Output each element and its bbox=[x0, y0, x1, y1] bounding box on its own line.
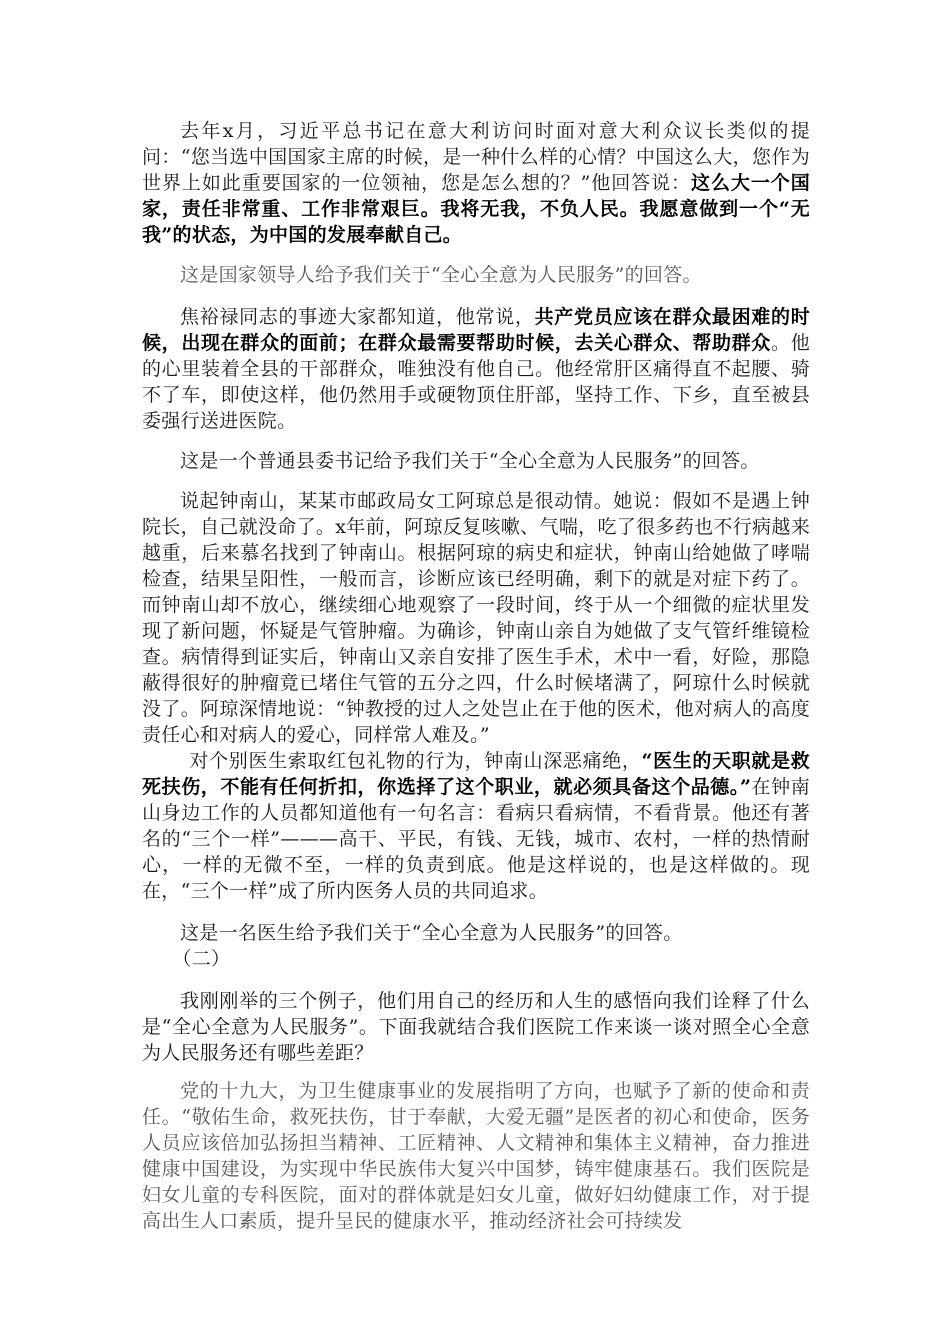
paragraph-red-envelope bbox=[142, 748, 810, 904]
paragraph-three-examples: 我刚刚举的三个例子，他们用自己的经历和人生的感悟向我们诠释了什么是“全心全意为人民服务”。下面我就结合我们医院工作来谈一谈对照全心全意为人民服务还有哪些差距？ bbox=[142, 990, 810, 1064]
paragraph-jiao-yulu bbox=[142, 304, 810, 434]
paragraph-text: 去年x月，习近平总书记在意大利访问时面对意大利众议长类似的提问：“您当选中国国家主席的时候，是一种什么样的心情？中国这么大，您作为世界上如此重要国家的一位领袖，您是怎么想的？”他回答说： bbox=[142, 120, 810, 194]
paragraph-text: 。他的心里装着全县的干部群众，唯独没有他自己。他经常肝区痛得直不起腰、骑不了车，即使这样，他仍然用手或硬物顶住肝部，坚持工作、下乡，直至被县委强行送进医院。 bbox=[142, 332, 810, 432]
paragraph-nineteenth-congress: 党的十九大，为卫生健康事业的发展指明了方向，也赋予了新的使命和责任。“敬佑生命，救死扶伤，甘于奉献，大爱无疆”是医者的初心和使命，医务人员应该倍加弘扬担当精神、工匠精神、人文精神和集体主义精神，奋力推进健康中国建设，为实现中华民族伟大复兴中国梦，铸牢健康基石。我们医院是妇女儿童的专科医院，面对的群体就是妇女儿童，做好妇幼健康工作，对于提高出生人口素质，提升呈民的健康水平，推动经济社会可持续发 bbox=[142, 1080, 810, 1232]
paragraph-leader-answer: 这是国家领导人给予我们关于“全心全意为人民服务”的回答。 bbox=[180, 264, 702, 286]
paragraph-xi-italy-answer bbox=[142, 118, 810, 248]
paragraph-zhong-nanshan: 说起钟南山，某某市邮政局女工阿琼总是很动情。她说：假如不是遇上钟院长，自己就没命了。x年前，阿琼反复咳嗽、气喘，吃了很多药也不行病越来越重，后来慕名找到了钟南山。根据阿琼的病史和症状，钟南山给她做了哮喘检查，结果呈阳性，一般而言，诊断应该已经明确，剩下的就是对症下药了。而钟南山却不放心，继续细心地观察了一段时间，终于从一个细微的症状里发现了新问题，怀疑是气管肿瘤。为确诊，钟南山亲自为她做了支气管纤维镜检查。病情得到证实后，钟南山又亲自安排了医生手术，术中一看，好险，那隐蔽得很好的肿瘤竟已堵住气管的五分之四，什么时候堵满了，阿琼什么时候就没了。阿琼深情地说：“钟教授的过人之处岂止在于他的医术，他对病人的高度责任心和对病人的爱心，同样常人难及。” bbox=[142, 490, 810, 746]
paragraph-text: 焦裕禄同志的事迹大家都知道，他常说， bbox=[180, 306, 535, 328]
paragraph-text: 在钟南山身边工作的人员都知道他有一句名言：看病只看病情，不看背景。他还有著名的“三个一样”———高干、平民，有钱、无钱，城市、农村，一样的热情耐心，一样的无微不至，一样的负责到底。他是这样说的，也是这样做的。现在，“三个一样”成了所内医务人员的共同追求。 bbox=[142, 776, 811, 902]
section-heading: （二） bbox=[172, 948, 231, 970]
bold-quote: 这么大一个国家，责任非常重、工作非常艰巨。我将无我，不负人民。我愿意做到一个“无我”的状态，为中国的发展奉献自己。 bbox=[142, 172, 810, 246]
bold-quote: 共产党员应该在群众最困难的时候，出现在群众的面前；在群众最需要帮助时候，去关心群众、帮助群众 bbox=[142, 306, 811, 354]
document-body bbox=[142, 118, 810, 1234]
paragraph-doctor-answer: 这是一名医生给予我们关于“全心全意为人民服务”的回答。 bbox=[180, 922, 683, 944]
paragraph-text: 对个别医生索取红包礼物的行为，钟南山深恶痛绝， bbox=[189, 750, 642, 772]
paragraph-county-answer: 这是一个普通县委书记给予我们关于“全心全意为人民服务”的回答。 bbox=[180, 450, 760, 472]
bold-quote: “医生的天职就是救死扶伤，不能有任何折扣，你选择了这个职业，就必须具备这个品德。” bbox=[142, 750, 810, 798]
